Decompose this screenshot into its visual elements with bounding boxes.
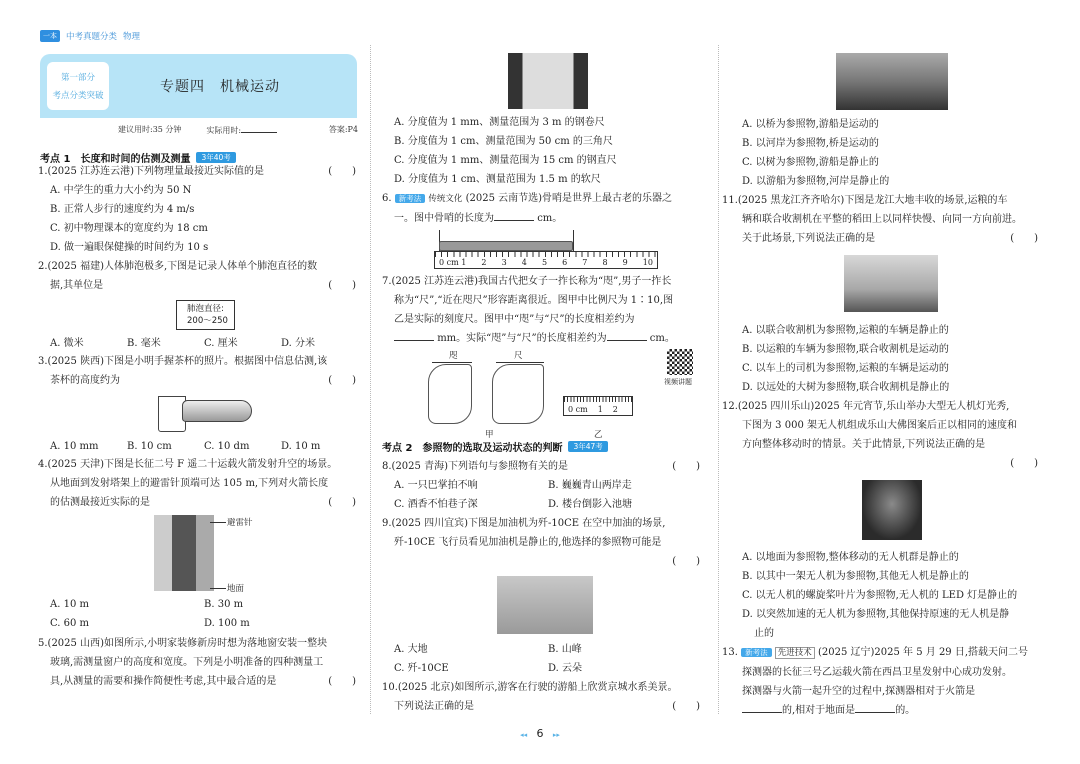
option-b: B. 毫米 [127,338,161,349]
answer-paren[interactable]: ( ) [1010,458,1038,469]
answer-page: 答案:P4 [328,125,358,134]
answer-blank[interactable] [494,212,534,221]
figure-yi-label: 乙 [594,430,603,440]
option-b: B. 正常人步行的速度约为 4 m/s [50,204,195,215]
chi-label: 尺 [514,351,523,361]
video-explanation-caption: 视频讲题 [664,378,692,386]
option-d-continued: 止的 [754,628,774,639]
option-a: A. 以地面为参照物,整体移动的无人机群是静止的 [742,552,959,563]
column-divider [718,45,719,714]
answer-paren[interactable]: ( ) [328,280,356,291]
option-d: D. 分度值为 1 cm、测量范围为 1.5 m 的软尺 [394,174,601,185]
question-9-options: A. 大地 B. 山峰 C. 歼-10CE D. 云朵 10.(2025 北京)如图所示,游客在行驶的游船上欣赏京城水系美景。 下列说法正确的是 ( ) [382,640,704,716]
actual-time: 实际用时: [206,124,277,136]
question-4: 4.(2025 天津)下图是长征二号 F 遥二十运载火箭发射升空的场景。 从地面到发射塔架上的避雷针顶端可达 105 m,下列对火箭长度 的估测最接近实际的是 ( ) [38,455,360,512]
option-d: D. 以突然加速的无人机为参照物,其他保持原速的无人机是静 [742,609,1010,620]
option-c: C. 歼-10CE [394,663,449,674]
ruler-figure: 0 cm 1 2 3 4 5 6 7 8 9 10 [434,251,658,269]
chapter-banner [40,54,357,118]
alveolus-figure: 肺泡直径: 200～250 [176,300,235,330]
question-4-options [38,595,360,633]
measure-line-right [573,230,574,252]
option-c: C. 分度值为 1 mm、测量范围为 15 cm 的钢直尺 [394,155,617,166]
answer-blank[interactable] [394,332,434,341]
chi-span-line [496,362,544,363]
leader-line [210,522,226,523]
topic-tag: 传统文化 [428,194,463,204]
question-13: 13. 新考法 先进技术 (2025 辽宁)2025 年 5 月 29 日,搭载天问二号 探测器的长征三号乙运载火箭在西昌卫星发射中心成功发射。 探测器与火箭一起升空的过程中,探测器相对于火箭是 的,相对于地面是 的。 [722,647,1029,716]
option-a: A. 以桥为参照物,游船是运动的 [742,119,879,130]
option-b: B. 30 m [204,599,244,610]
next-arrow-icon: ▸▸ [552,731,560,739]
header-breadcrumb [40,30,140,42]
option-b: B. 10 cm [127,441,172,452]
option-d: D. 以远处的大树为参照物,联合收割机是静止的 [742,382,950,393]
question-5: 5.(2025 山西)如图所示,小明家装修新房时想为落地窗安装一整块 玻璃,需测量窗户的高度和宽度。下列是小明准备的四种测量工 具,从测量的需要和操作简便性考虑,其中最合适的是 ( ) [38,634,360,691]
part-sublabel: 考点分类突破 [52,91,104,101]
prev-arrow-icon: ◂◂ [520,731,528,739]
new-method-tag: 新考法 [395,194,426,203]
option-c: C. 10 dm [204,441,250,452]
answer-paren[interactable]: ( ) [672,556,700,567]
leader-line [210,588,226,589]
hand-figure [182,400,252,422]
part-label-box [47,62,109,110]
option-a: A. 大地 [394,644,428,655]
answer-blank[interactable] [855,704,895,713]
drone-buddha-photo [862,480,922,540]
page-footer [0,727,1080,740]
option-d: D. 楼台倒影入池塘 [548,499,633,510]
option-b: B. 山峰 [548,644,582,655]
hand-chi-figure [492,364,544,424]
answer-blank[interactable] [607,332,647,341]
new-method-tag: 新考法 [741,648,772,657]
question-3: 3.(2025 陕西)下图是小明手握茶杯的照片。根据图中信息估测,该 茶杯的高度约为 ( ) [38,352,360,390]
question-10-options: A. 以桥为参照物,游船是运动的 B. 以河岸为参照物,桥是运动的 C. 以树为参照物,游船是静止的 D. 以游船为参照物,河岸是静止的 11.(2025 黑龙江齐齐哈尔)下图是龙江大地丰收的场景,运粮的车 辆和联合收割机在平整的稻田上以同样快慢、向同一方向前进。 关于此场景,下列说法正确的是 ( ) [730,115,1052,248]
tour-boat-photo [836,53,948,110]
option-d: D. 10 m [281,441,321,452]
option-d: D. 分米 [281,338,316,349]
option-d: D. 云朵 [548,663,583,674]
option-c: C. 60 m [50,618,90,629]
option-b: B. 以河岸为参照物,桥是运动的 [742,138,879,149]
answer-paren[interactable]: ( ) [328,375,356,386]
zhi-span-line [432,362,472,363]
section-1-title: 考点 1 长度和时间的估测及测量 3年40考 [40,150,236,165]
bone-whistle-figure [439,241,573,251]
question-11-options: A. 以联合收割机为参照物,运粮的车辆是静止的 B. 以运粮的车辆为参照物,联合收割机是运动的 C. 以车上的司机为参照物,运粮的车辆是运动的 D. 以远处的大树为参照物,联合收割机是静止的 12.(2025 四川乐山)2025 年元宵节,乐山举办大型无人机灯光秀, 下图为 3 000 架无人机组成乐山大佛图案后正以相同的速度和 方向整体移动时的情景。关于此情景,下列说法正确的是 ( ) [730,321,1052,473]
hand-zhi-figure [428,364,472,424]
option-c: C. 酒香不怕巷子深 [394,499,478,510]
ground-label: 地面 [227,584,245,594]
question-3-options [38,437,360,456]
frequency-badge: 3年47考 [568,441,607,452]
part-label: 第一部分 [60,73,95,83]
topic-tag: 先进技术 [775,647,815,659]
option-d: D. 100 m [204,618,250,629]
rocket-launch-photo [154,515,214,591]
section-2-title: 考点 2 参照物的选取及运动状态的判断 3年47考 [382,439,608,454]
figure-jia-label: 甲 [485,430,494,440]
option-b: B. 分度值为 1 cm、测量范围为 50 cm 的三角尺 [394,136,613,147]
brand-logo: 一本 [40,30,60,42]
option-a: A. 一只巴掌拍不响 [394,480,478,491]
column-divider [370,45,371,714]
window-photo [508,53,588,109]
suggested-time: 建议用时:35 分钟 [118,125,182,134]
option-a: A. 分度值为 1 mm、测量范围为 3 m 的钢卷尺 [394,117,605,128]
answer-paren[interactable]: ( ) [328,676,356,687]
option-c: C. 以树为参照物,游船是静止的 [742,157,879,168]
zhi-label: 咫 [449,351,458,361]
question-7: 7.(2025 江苏连云港)我国古代把女子一拃长称为“咫”,男子一拃长 称为“尺”,“近在咫尺”形容距离很近。图甲中比例尺为 1∶10,图 乙是实际的刻度尺。图甲中“咫”与“尺”的长度相差约为 mm。实际“咫”与“尺”的长度相差约为 cm。 [382,276,675,344]
time-meta [118,124,358,136]
breadcrumb-series: 中考真题分类 [66,32,118,42]
option-b: B. 以运粮的车辆为参照物,联合收割机是运动的 [742,344,949,355]
option-a: A. 中学生的重力大小约为 50 N [50,185,192,196]
answer-paren[interactable]: ( ) [328,497,356,508]
breadcrumb-subject: 物理 [123,32,141,42]
option-a: A. 10 m [50,599,89,610]
actual-time-blank[interactable] [241,124,277,133]
option-b: B. 巍巍青山两岸走 [548,480,632,491]
qr-code[interactable] [667,349,693,375]
question-5-options: A. 分度值为 1 mm、测量范围为 3 m 的钢卷尺 B. 分度值为 1 cm、测量范围为 50 cm 的三角尺 C. 分度值为 1 mm、测量范围为 15 cm 的钢直尺 D. 分度值为 1 cm、测量范围为 1.5 m 的软尺 6. 新考法 传统文化 (2025 云南节选)骨哨是世界上最古老的乐器之 一。图中骨哨的长度为 cm。 [382,113,704,228]
option-a: A. 微米 [50,338,84,349]
frequency-badge: 3年40考 [196,152,235,163]
harvest-photo [844,255,938,312]
option-a: A. 10 mm [50,441,99,452]
option-c: C. 厘米 [204,338,238,349]
option-c: C. 以无人机的螺旋桨叶片为参照物,无人机的 LED 灯是静止的 [742,590,1018,601]
lightning-rod-label: 避雷针 [227,518,253,528]
option-d: D. 以游船为参照物,河岸是静止的 [742,176,890,187]
page-number: 6 [536,727,544,740]
option-d: D. 做一遍眼保健操的时间约为 10 s [50,242,209,253]
question-1: 1.(2025 江苏连云港)下列物理量最接近实际值的是 ( ) A. 中学生的重力大小约为 50 N B. 正常人步行的速度约为 4 m/s C. 初中物理课本的宽度约为 18 cm D. 做一遍眼保健操的时间约为 10 s 2.(2025 福建)人体肺泡极多,下图是记录人体单个肺泡直径的数 据,其单位是 ( ) [38,162,360,295]
answer-blank[interactable] [742,704,782,713]
option-b: B. 以其中一架无人机为参照物,其他无人机是静止的 [742,571,969,582]
question-8: 8.(2025 青海)下列语句与参照物有关的是 ( ) A. 一只巴掌拍不响 B. 巍巍青山两岸走 C. 酒香不怕巷子深 D. 楼台倒影入池塘 9.(2025 四川宜宾)下图是加油机为歼-10CE 在空中加油的场景, 歼-10CE 飞行员看见加油机是静止的,他选择的参照物可能是 ( ) [382,457,704,571]
option-a: A. 以联合收割机为参照物,运粮的车辆是静止的 [742,325,949,336]
option-c: C. 初中物理课本的宽度约为 18 cm [50,223,208,234]
option-c: C. 以车上的司机为参照物,运粮的车辆是运动的 [742,363,949,374]
answer-paren[interactable]: ( ) [1010,233,1038,244]
answer-paren[interactable]: ( ) [328,166,356,177]
answer-paren[interactable]: ( ) [672,461,700,472]
question-2-options [38,334,360,353]
aerial-refueling-photo [497,576,593,634]
chapter-title: 专题四 机械运动 [160,79,280,95]
question-12-options [730,548,1052,643]
small-ruler-figure: 0 cm 1 2 [563,396,633,416]
answer-paren[interactable]: ( ) [672,701,700,712]
